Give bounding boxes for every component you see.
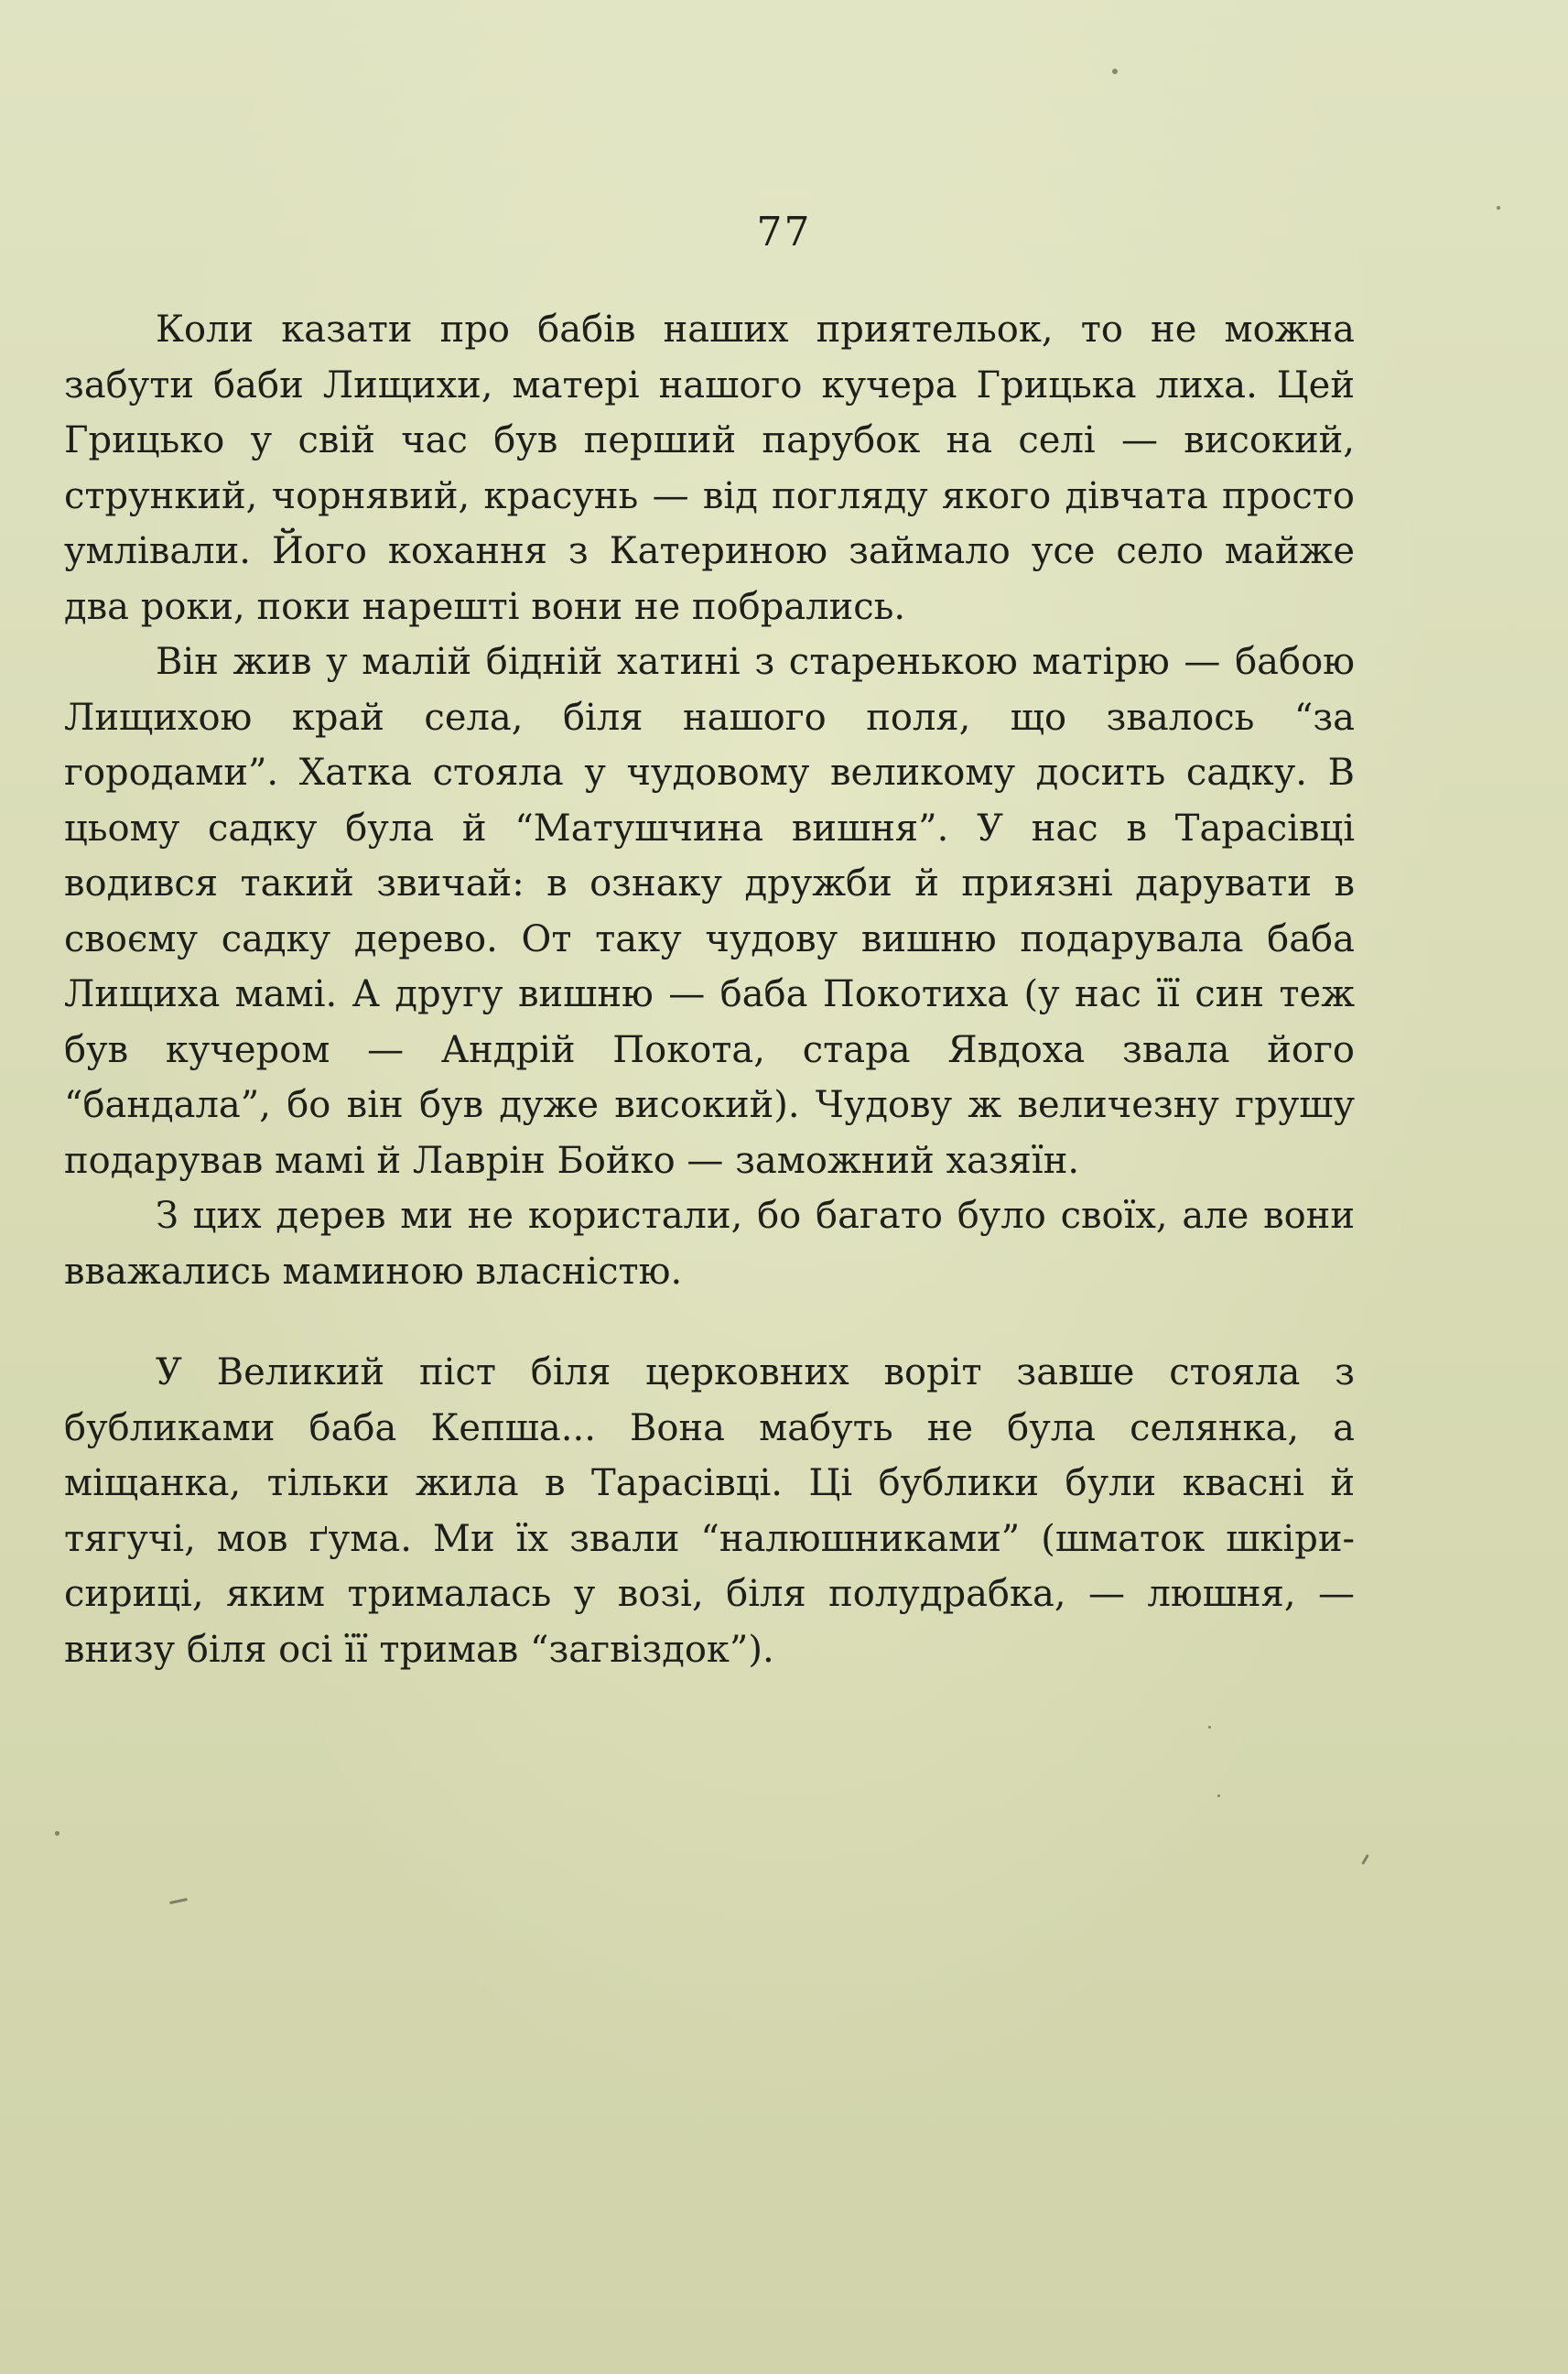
paragraph-1: Коли казати про бабів наших приятельок, то не можна забути баби Лищихи, матері нашого кучера Грицька лиха. Цей Грицько у свій час був перший парубок на селі — високий, стрункий, чорнявий, красунь — від погляду якого дівчата просто умлівали. Його кохання з Катериною займало усе село майже два роки, поки нарешті вони не побрались.: [64, 309, 1355, 628]
page-number: 77: [756, 209, 812, 255]
paragraph-4: У Великий піст біля церковних воріт завше стояла з бубликами баба Кепша... Вона мабуть не була селянка, а міщанка, тільки жила в Тарасівці. Ці бублики були квасні й тягучі, мов ґума. Ми їх звали “налюшниками” (шматок шкіри-сириці, яким трималась у возі, біля полудрабка, — люшня, — внизу біля осі її тримав “загвіздок”).: [64, 1351, 1355, 1671]
paragraph-2: Він жив у малій бідній хатині з старенькою матірю — бабою Лищихою край села, біля нашого поля, що звалось “за городами”. Хатка стояла у чудовому великому досить садку. В цьому садку була й “Матушчина вишня”. У нас в Тарасівці водився такий звичай: в ознаку дружби й приязні дарувати в своєму садку дерево. От таку чудову вишню подарувала баба Лищиха мамі. А другу вишню — баба Покотиха (у нас її син теж був кучером — Андрій Покота, стара Явдоха звала його “бандала”, бо він був дуже високий). Чудову ж величезну грушу подарував мамі й Лаврін Бойко — заможний хазяїн.: [64, 641, 1355, 1182]
paper-speck: [1208, 1726, 1211, 1729]
paper-speck: [1217, 1794, 1220, 1797]
paper-speck: [1361, 1854, 1369, 1865]
paper-speck: [1497, 206, 1500, 210]
paper-speck: [169, 1898, 188, 1904]
paper-speck: [1112, 69, 1118, 74]
paper-speck: [55, 1831, 59, 1836]
page-text: [64, 302, 1355, 1677]
paragraph-3: З цих дерев ми не користали, бо багато було своїх, але вони вважались маминою власністю.: [64, 1195, 1355, 1293]
